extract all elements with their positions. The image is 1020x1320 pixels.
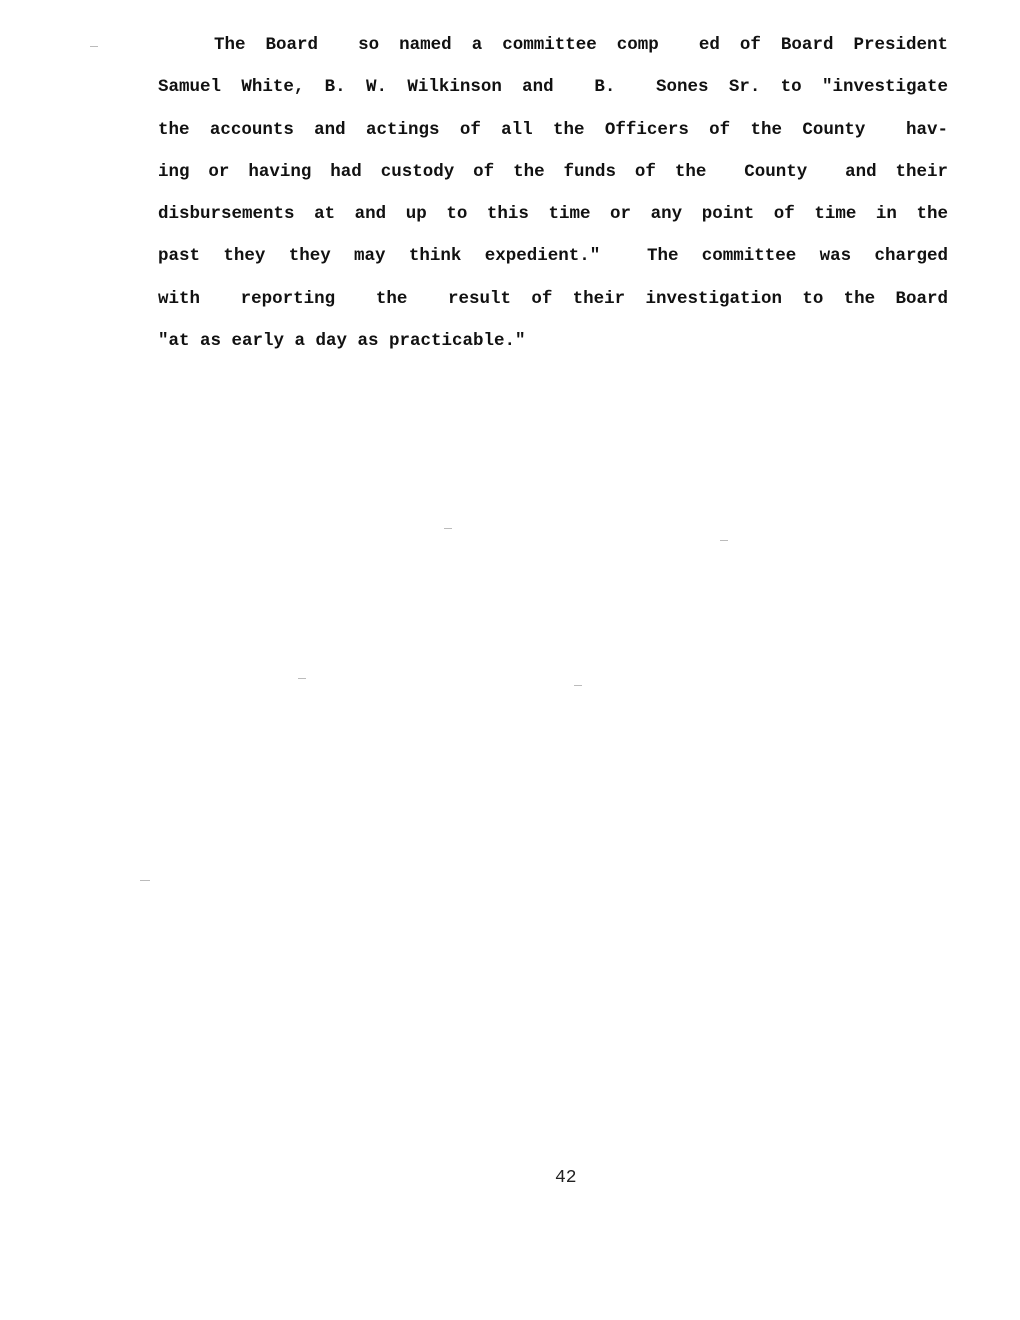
scan-speck — [90, 46, 98, 47]
paragraph-line: ing or having had custody of the funds of the County and their — [158, 161, 948, 182]
paragraph-line: "at as early a day as practicable." — [158, 331, 526, 352]
scan-speck — [720, 540, 728, 541]
scan-speck — [444, 528, 452, 529]
body-paragraph — [158, 30, 948, 368]
scan-speck — [574, 685, 582, 686]
paragraph-line: Samuel White, B. W. Wilkinson and B. Sones Sr. to "investigate — [158, 77, 948, 98]
scan-speck — [298, 678, 306, 679]
page-number: 42 — [555, 1168, 577, 1188]
paragraph-line: the accounts and actings of all the Officers of the County hav- — [158, 119, 948, 140]
paragraph-line: The Board so named a committee comp ed of Board President — [214, 35, 948, 55]
scan-speck — [140, 880, 150, 881]
paragraph-line: disbursements at and up to this time or any point of time in the — [158, 204, 948, 225]
paragraph-line: past they they may think expedient." The committee was charged — [158, 246, 948, 267]
paragraph-line: with reporting the result of their investigation to the Board — [158, 288, 948, 309]
